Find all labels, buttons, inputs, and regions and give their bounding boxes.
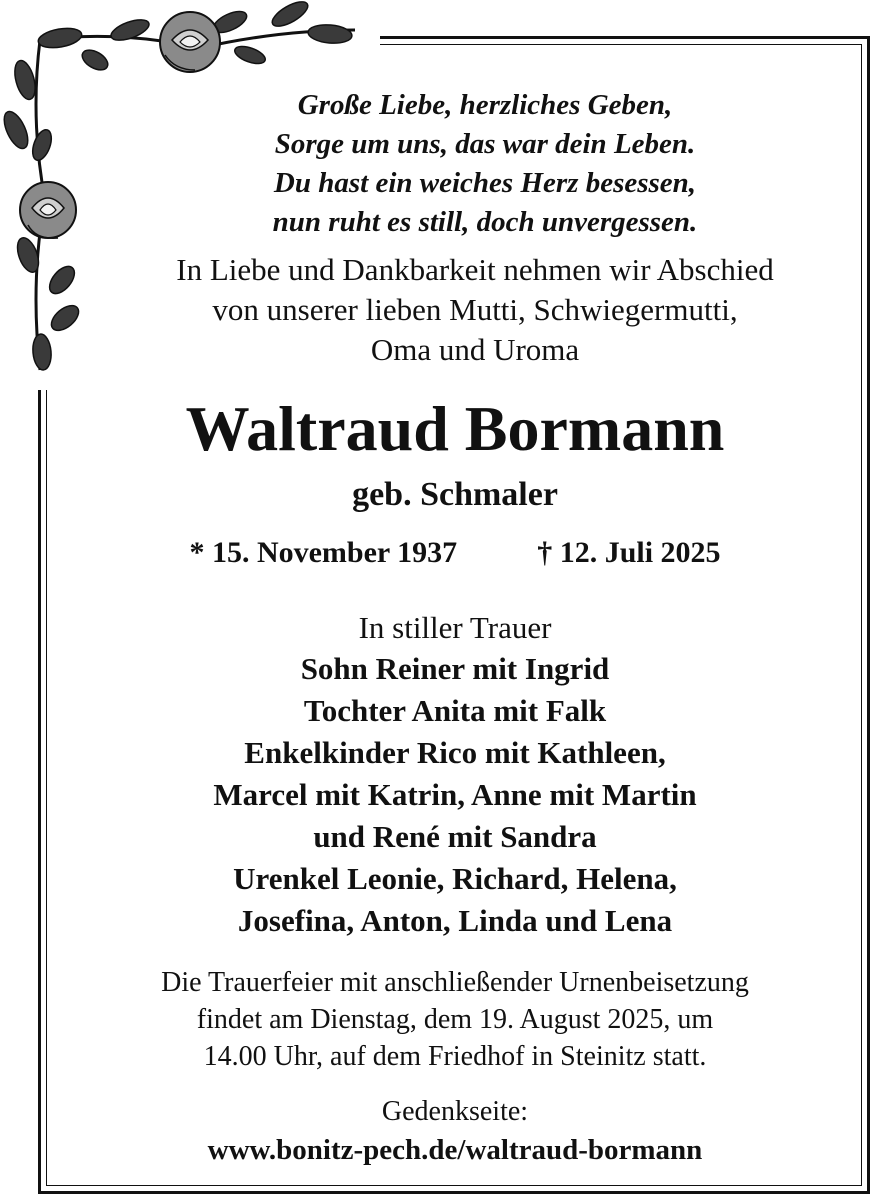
mourner-line: und René mit Sandra: [313, 819, 597, 854]
mourner-line: Marcel mit Katrin, Anne mit Martin: [213, 777, 697, 812]
poem-line: Große Liebe, herzliches Geben,: [297, 89, 673, 121]
ceremony-line: 14.00 Uhr, auf dem Friedhof in Steinitz statt.: [203, 1041, 707, 1072]
intro-text: [60, 250, 850, 370]
poem: [60, 86, 850, 242]
poem-line: nun ruht es still, doch unvergessen.: [272, 206, 698, 238]
poem-line: Du hast ein weiches Herz besessen,: [273, 167, 697, 199]
intro-line: In Liebe und Dankbarkeit nehmen wir Abschied: [176, 252, 774, 287]
mourner-line: Tochter Anita mit Falk: [303, 693, 607, 728]
deceased-name: Waltraud Bormann: [185, 393, 725, 464]
maiden-name: geb. Schmaler: [352, 476, 558, 513]
intro-line: von unserer lieben Mutti, Schwiegermutti,: [212, 292, 738, 327]
poem-line: Sorge um uns, das war dein Leben.: [274, 128, 696, 160]
life-dates: [60, 532, 850, 574]
birth-date: * 15. November 1937: [189, 536, 458, 569]
mourner-line: Urenkel Leonie, Richard, Helena,: [233, 861, 677, 896]
death-date: † 12. Juli 2025: [537, 536, 721, 569]
mourner-line: Josefina, Anton, Linda und Lena: [237, 903, 673, 938]
mourners-label: In stiller Trauer: [358, 610, 552, 645]
obituary-content: [60, 78, 850, 1170]
intro-line: Oma und Uroma: [370, 332, 580, 367]
mourner-line: Enkelkinder Rico mit Kathleen,: [244, 735, 666, 770]
memorial-label: Gedenkseite:: [381, 1096, 529, 1127]
mourner-line: Sohn Reiner mit Ingrid: [300, 651, 610, 686]
ceremony-info: [60, 964, 850, 1075]
memorial-url: www.bonitz-pech.de/waltraud-bormann: [207, 1134, 703, 1166]
ceremony-line: Die Trauerfeier mit anschließender Urnenbeisetzung: [161, 967, 749, 998]
ceremony-line: findet am Dienstag, dem 19. August 2025, um: [196, 1004, 714, 1035]
mourners-list: [60, 648, 850, 942]
